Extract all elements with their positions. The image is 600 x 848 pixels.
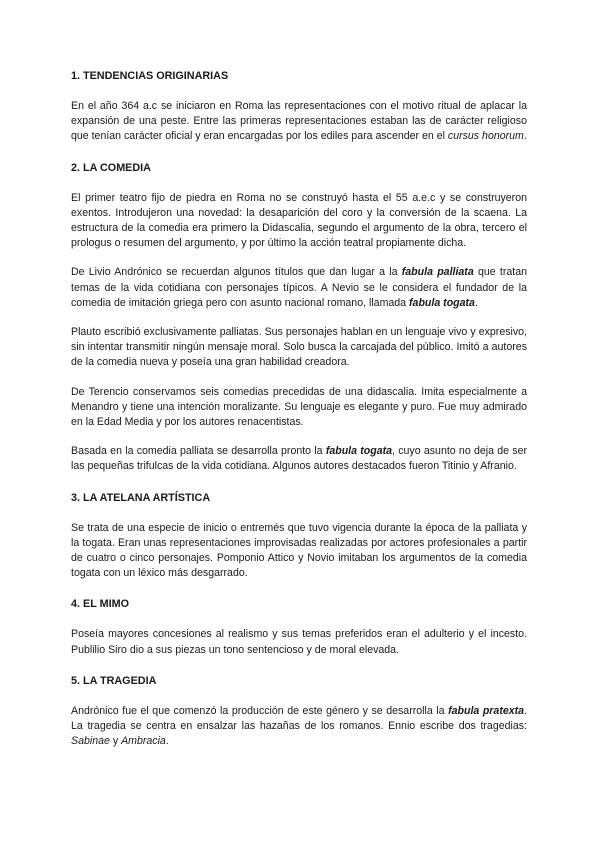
heading-2: 2. LA COMEDIA [71,161,151,174]
paragraph-2-5: Basada en la comedia palliata se desarrolla pronto la fabula togata, cuyo asunto no deja de ser las pequeñas trifulcas de la vida cotidiana. Algunos autores destacados fueron Titinio y Afranio. [71,445,527,473]
document-body [71,69,527,763]
paragraph-1-1: En el año 364 a.c se iniciaron en Roma las representaciones con el motivo ritual de aplacar la expansión de una peste. Entre las primeras representaciones estaban las de carácter religioso que tenían carácter oficial y eran encargadas por los ediles para ascender en el cursus honorum. [71,100,527,143]
paragraph-5-1: Andrónico fue el que comenzó la producción de este género y se desarrolla la fabula pratexta. La tragedia se centra en ensalzar las hazañas de los romanos. Ennio escribe dos tragedias: Sabinae y Ambracia. [71,704,528,748]
paragraph-2-3: Plauto escribió exclusivamente palliatas. Sus personajes hablan en un lenguaje vivo y expresivo, sin intentar transmitir ningún mensaje moral. Solo busca la carcajada del público. Imitó a autores de la comedia nueva y poseía una gran habilidad creadora. [71,326,527,369]
heading-5: 5. LA TRAGEDIA [71,674,157,687]
heading-1: 1. TENDENCIAS ORIGINARIAS [71,70,229,82]
paragraph-2-1: El primer teatro fijo de piedra en Roma no se construyó hasta el 55 a.e.c y se construyeron exentos. Introdujeron una novedad: la desaparición del coro y la conversión de la scaena. La estructura de la comedia era primero la Didascalia, segundo el argumento de la obra, tercero el prologus o resumen del argumento, y por último la acción teatral propiamente dicha. [71,191,527,250]
paragraph-2-2: De Livio Andrónico se recuerdan algunos títulos que dan lugar a la fabula palliata que tratan temas de la vida cotidiana con personajes típicos. A Nevio se le considera el fundador de la comedia de imitación griega pero con asunto nacional romano, llamada fabula togata. [71,266,527,309]
paragraph-4-1: Poseía mayores concesiones al realismo y sus temas preferidos eran el adulterio y el incesto. Publilio Siro dio a sus piezas un tono sentencioso y de moral elevada. [71,628,527,656]
heading-3: 3. LA ATELANA ARTÍSTICA [71,491,211,504]
paragraph-3-1: Se trata de una especie de inicio o entremés que tuvo vigencia durante la época de la palliata y la togata. Eran unas representaciones improvisadas realizadas por actores profesionales a partir de cuatro o cinco personajes. Pomponio Attico y Novio imitaban los argumentos de la comedia togata con un léxico más desgarrado. [71,521,527,580]
paragraph-2-4: De Terencio conservamos seis comedias precedidas de una didascalia. Imita especialmente a Menandro y tiene una intención moralizante. Su lenguaje es elegante y puro. Fue muy admirado en la Edad Media y por los autores renacentistas. [71,385,527,429]
heading-4: 4. EL MIMO [71,598,129,611]
